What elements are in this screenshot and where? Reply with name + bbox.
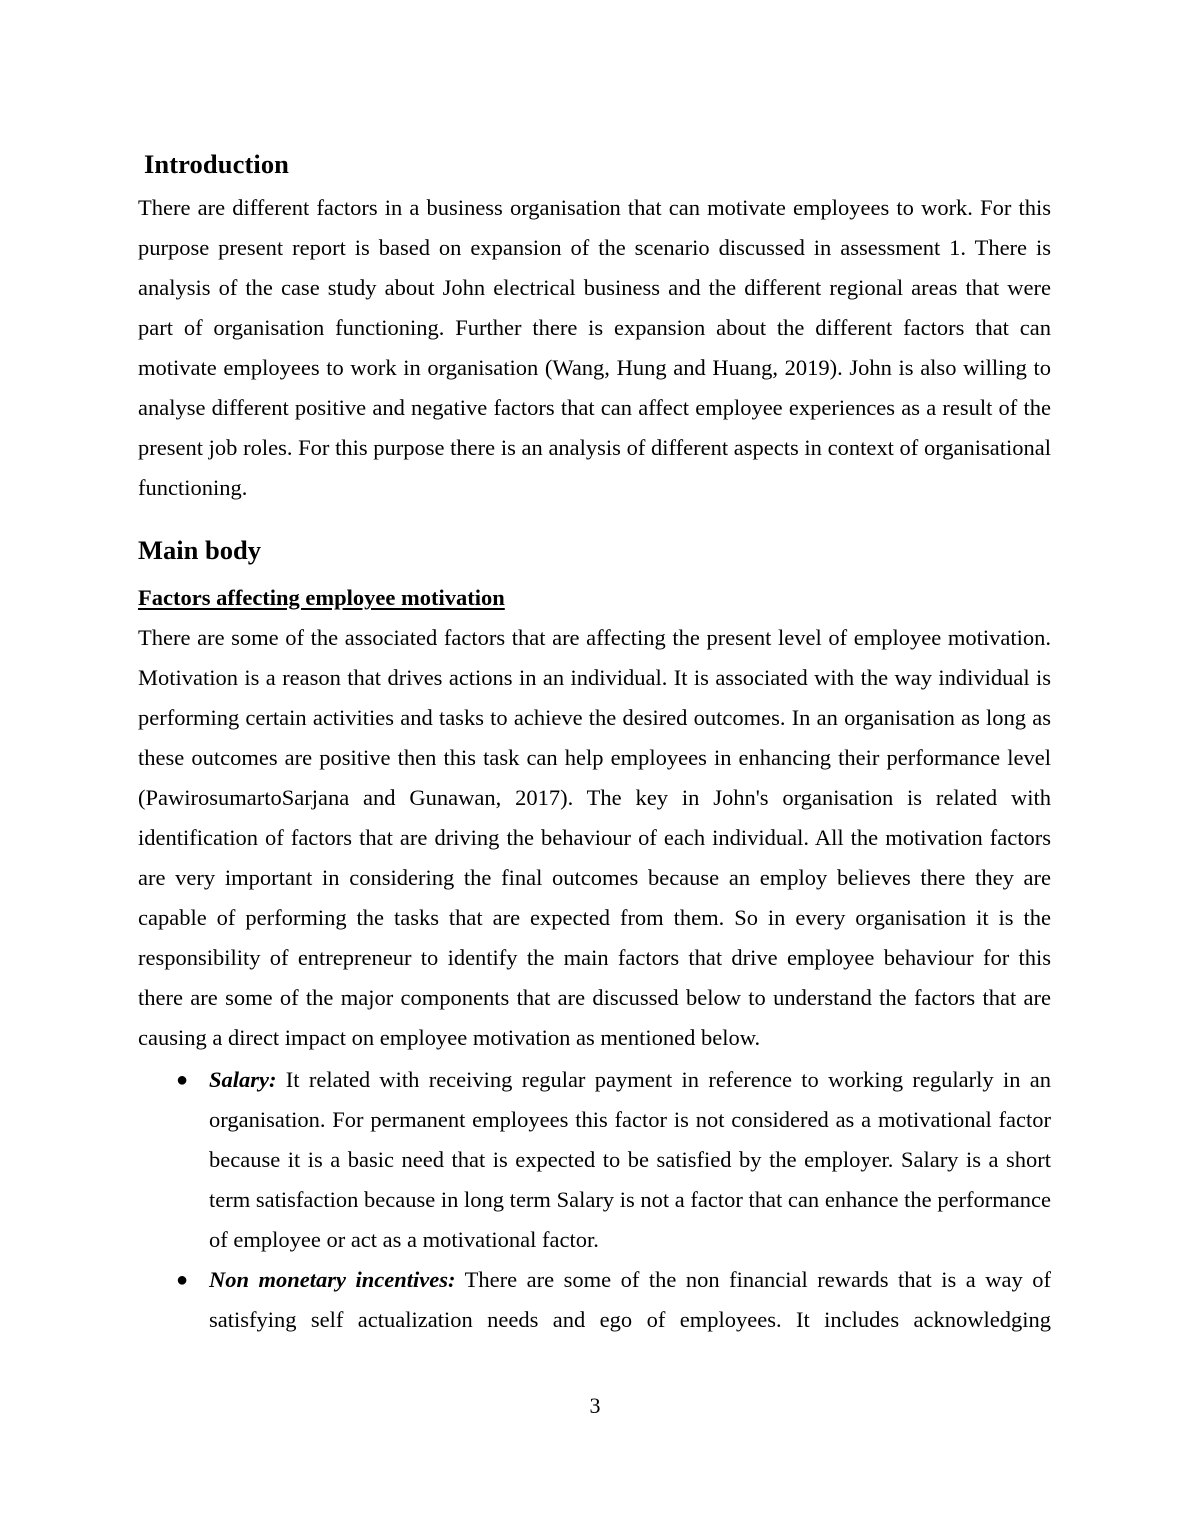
list-item-term: Salary:	[209, 1067, 277, 1092]
list-item-term: Non monetary incentives:	[209, 1267, 456, 1292]
introduction-paragraph: There are different factors in a business organisation that can motivate employees to work. For this purpose present report is based on expansion of the scenario discussed in assessment 1. There is analysis of the case study about John electrical business and the different regional areas that were part of organisation functioning. Further there is expansion about the different factors that can motivate employees to work in organisation (Wang, Hung and Huang, 2019). John is also willing to analyse different positive and negative factors that can affect employee experiences as a result of the present job roles. For this purpose there is an analysis of different aspects in context of organisational functioning.	[138, 195, 1051, 500]
factors-subheading: Factors affecting employee motivation	[138, 585, 505, 610]
document-content	[138, 146, 1051, 1380]
bullet-glyph-icon: ●	[176, 1269, 189, 1291]
list-item	[138, 1060, 1051, 1260]
main-body-paragraph: There are some of the associated factors that are affecting the present level of employee motivation. Motivation is a reason that drives actions in an individual. It is associated with the way individual is performing certain activities and tasks to achieve the desired outcomes. In an organisation as long as these outcomes are positive then this task can help employees in enhancing their performance level (PawirosumartoSarjana and Gunawan, 2017). The key in John's organisation is related with identification of factors that are driving the behaviour of each individual. All the motivation factors are very important in considering the final outcomes because an employ believes there they are capable of performing the tasks that are expected from them. So in every organisation it is the responsibility of entrepreneur to identify the main factors that drive employee behaviour for this there are some of the major components that are discussed below to understand the factors that are causing a direct impact on employee motivation as mentioned below.	[138, 625, 1051, 1050]
list-item-text: It related with receiving regular payment in reference to working regularly in an organisation. For permanent employees this factor is not considered as a motivational factor because it is a basic need that is expected to be satisfied by the employer. Salary is a short term satisfaction because in long term Salary is not a factor that can enhance the performance of employee or act as a motivational factor.	[209, 1067, 1051, 1252]
list-item	[138, 1260, 1051, 1380]
bullet-glyph-icon: ●	[176, 1069, 189, 1091]
factors-bullet-list	[138, 1060, 1051, 1380]
page-number: 3	[589, 1393, 601, 1418]
list-item-text: There are some of the non financial rewards that is a way of satisfying self actualization needs and ego of employees. It includes acknowledging	[209, 1267, 1052, 1332]
page-title: Introduction	[144, 149, 290, 179]
main-body-heading: Main body	[138, 535, 261, 565]
